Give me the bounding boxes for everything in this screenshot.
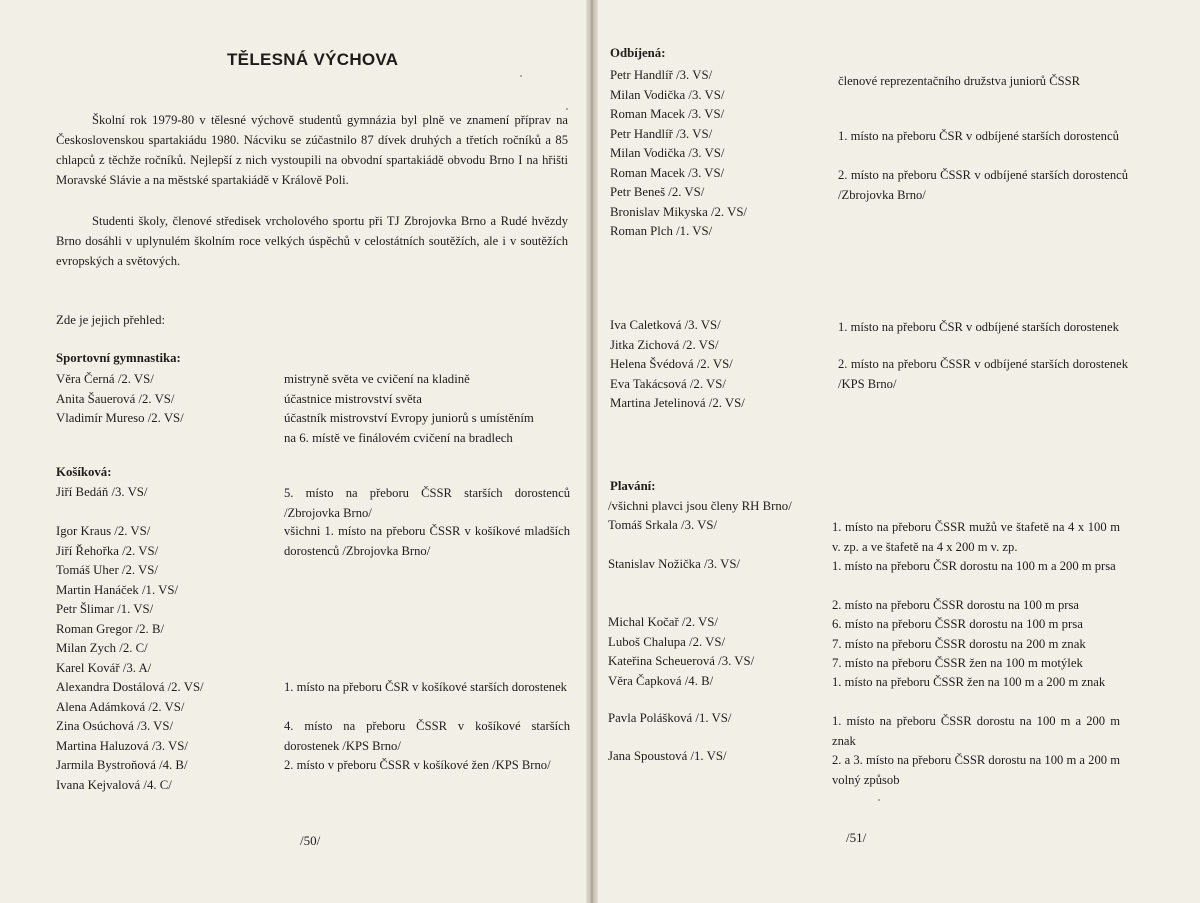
list-item: Milan Zych /2. C/ — [56, 641, 148, 655]
volleyball-boys-achievement-1 — [838, 72, 1128, 92]
book-gutter — [586, 0, 598, 903]
swimming-group-results — [832, 615, 1086, 674]
list-item: Bronislav Mikyska /2. VS/ — [610, 204, 747, 219]
list-item: Karel Kovář /3. A/ — [56, 660, 152, 675]
basketball-girls-achievement-2 — [284, 717, 570, 756]
gymnastics-heading: Sportovní gymnastika: — [56, 351, 181, 365]
volleyball-girls-achievement-1 — [838, 318, 1128, 338]
volleyball-boys — [610, 66, 747, 242]
list-item: Kateřina Scheuerová /3. VS/ — [608, 654, 755, 668]
page-number: /51/ — [846, 830, 867, 845]
achievement-text: 2. místo na přeboru ČSSR dorostu na 100 m prsa — [832, 598, 1079, 612]
list-item: Jiří Řehořka /2. VS/ — [56, 543, 159, 558]
list-item: Michal Kočař /2. VS/ — [608, 615, 718, 629]
list-item: Martina Jetelinová /2. VS/ — [610, 396, 745, 410]
list-item: Eva Takácsová /2. VS/ — [610, 376, 726, 391]
basketball-heading: Košíková: — [56, 465, 112, 479]
list-item: na 6. místě ve finálovém cvičení na bradlech — [284, 430, 513, 445]
page-number: /50/ — [300, 833, 321, 848]
achievement-text: 2. a 3. místo na přeboru ČSSR dorostu na 100 m a 200 m volný způsob — [832, 753, 1120, 787]
volleyball-girls — [610, 316, 745, 414]
basketball-boys-achievement — [284, 522, 570, 561]
swimmer-stanislav-achievement-2 — [832, 596, 1120, 616]
swimmer-tomas-achievement — [832, 518, 1120, 557]
swimmer-jana-achievement — [832, 751, 1120, 790]
basketball-first-achievement — [284, 484, 570, 523]
list-item: 7. místo na přeboru ČSSR žen na 100 m motýlek — [832, 656, 1083, 670]
achievement-text: 2. místo na přeboru ČSSR v odbíjené starších dorostenek /KPS Brno/ — [838, 357, 1128, 391]
list-item: Roman Plch /1. VS/ — [610, 224, 713, 238]
list-item: Zina Osúchová /3. VS/ — [56, 719, 174, 733]
basketball-girls-achievement-3 — [284, 756, 570, 776]
swimmer-pavla: Pavla Polášková /1. VS/ — [608, 711, 732, 725]
intro-text-1: Školní rok 1979-80 v tělesné výchově studentů gymnázia byl plně ve znamení příprav na Československou spartakiádu 1980. Nácviku se zúčastnilo 87 dívek druhých a třetích ročníků a 85 chlapců z těchže ročníků. Nejlepší z nich vystoupili na obvodní spartakiádě obvodu Brno I na hřišti Moravské Slávie a na městské spartakiádě v Králově Poli. — [56, 113, 568, 187]
list-item: Jitka Zichová /2. VS/ — [610, 337, 719, 352]
swimming-note: /všichni plavci jsou členy RH Brno/ — [608, 499, 792, 513]
list-item: Věra Čapková /4. B/ — [608, 673, 714, 688]
intro-paragraph-2 — [56, 211, 568, 271]
paper-speck — [566, 108, 568, 110]
achievement-text: 1. místo na přeboru ČSR v odbíjené starších dorostenců — [838, 129, 1119, 143]
list-item: Alexandra Dostálová /2. VS/ — [56, 680, 204, 694]
achievement-text: 1. místo na přeboru ČSSR mužů ve štafetě na 4 x 100 m v. zp. a ve štafetě na 4 x 200 m v. zp. — [832, 520, 1120, 554]
list-item: Roman Macek /3. VS/ — [610, 165, 725, 180]
list-item: Iva Caletková /3. VS/ — [610, 318, 721, 332]
swimmer-tomas: Tomáš Srkala /3. VS/ — [608, 518, 718, 532]
list-item: Luboš Chalupa /2. VS/ — [608, 634, 726, 649]
basketball-girls-achievement-1 — [284, 678, 570, 698]
list-item: Petr Handlíř /3. VS/ — [610, 126, 713, 141]
page-50 — [0, 0, 592, 903]
swimmer-jana: Jana Spoustová /1. VS/ — [608, 749, 727, 763]
swimmer-vera-achievement — [832, 673, 1120, 693]
achievement-text: členové reprezentačního družstva juniorů ČSSR — [838, 74, 1081, 88]
achievement-text: 1. místo na přeboru ČSSR dorostu na 100 m a 200 m znak — [832, 714, 1120, 748]
page-51 — [592, 0, 1200, 903]
list-item: Petr Handlíř /3. VS/ — [610, 68, 713, 82]
achievement-text: 5. místo na přeboru ČSSR starších dorostenců /Zbrojovka Brno/ — [284, 486, 570, 520]
list-item: Martina Haluzová /3. VS/ — [56, 738, 188, 753]
achievement-text: 2. místo v přeboru ČSSR v košíkové žen /KPS Brno/ — [284, 758, 551, 772]
list-item: účastnice mistrovství světa — [284, 391, 422, 406]
volleyball-girls-achievement-2 — [838, 355, 1128, 394]
paper-speck — [878, 799, 880, 801]
achievement-text: 2. místo na přeboru ČSSR v odbíjené starších dorostenců /Zbrojovka Brno/ — [838, 168, 1128, 202]
page-title: TĚLESNÁ VÝCHOVA — [227, 50, 399, 69]
swimmer-stanislav: Stanislav Nožička /3. VS/ — [608, 557, 740, 571]
gymnastics-names — [56, 370, 184, 429]
achievement-text: 1. místo na přeboru ČSR v odbíjené starších dorostenek — [838, 320, 1119, 334]
paper-speck — [520, 75, 522, 77]
achievement-text: všichni 1. místo na přeboru ČSSR v košíkové mladších dorostenců /Zbrojovka Brno/ — [284, 524, 570, 558]
list-item: Petr Beneš /2. VS/ — [610, 185, 705, 199]
list-item: Vladimír Mureso /2. VS/ — [56, 411, 184, 425]
volleyball-boys-achievement-3 — [838, 166, 1128, 205]
list-item: Helena Švédová /2. VS/ — [610, 357, 733, 371]
basketball-boys — [56, 522, 178, 678]
list-item: 7. místo na přeboru ČSSR dorostu na 200 m znak — [832, 636, 1086, 651]
basketball-girls — [56, 678, 204, 795]
swimming-heading: Plavání: — [610, 479, 656, 493]
list-item: účastník mistrovství Evropy juniorů s umístěním — [284, 411, 534, 425]
list-item: Roman Macek /3. VS/ — [610, 107, 725, 121]
intro-text-2: Studenti školy, členové středisek vrcholového sportu při TJ Zbrojovka Brno a Rudé hvězdy Brno dosáhli v uplynulém školním roce velkých úspěchů v celostátních soutěžích, ale i v soutěžích evropských a světových. — [56, 214, 568, 268]
list-item: Alena Adámková /2. VS/ — [56, 699, 185, 714]
list-item: mistryně světa ve cvičení na kladině — [284, 372, 470, 386]
list-item: Anita Šauerová /2. VS/ — [56, 391, 175, 406]
list-item: Tomáš Uher /2. VS/ — [56, 563, 158, 577]
list-item: Martin Hanáček /1. VS/ — [56, 582, 179, 597]
achievement-text: 1. místo na přeboru ČSR dorostu na 100 m a 200 m prsa — [832, 559, 1116, 573]
achievement-text: 1. místo na přeboru ČSR v košíkové starších dorostenek — [284, 680, 567, 694]
list-item: Ivana Kejvalová /4. C/ — [56, 777, 172, 792]
volleyball-heading: Odbíjená: — [610, 46, 666, 60]
list-item: Petr Šlimar /1. VS/ — [56, 602, 154, 616]
gymnastics-achievements — [284, 370, 534, 448]
list-item: Milan Vodička /3. VS/ — [610, 87, 725, 102]
achievement-text: 1. místo na přeboru ČSSR žen na 100 m a 200 m znak — [832, 675, 1106, 689]
swimming-group — [608, 613, 754, 691]
list-item: Milan Vodička /3. VS/ — [610, 146, 725, 160]
basketball-first-name: Jiří Bedáň /3. VS/ — [56, 485, 148, 499]
swimmer-pavla-achievement — [832, 712, 1120, 751]
list-item: 6. místo na přeboru ČSSR dorostu na 100 m prsa — [832, 617, 1083, 631]
list-item: Jarmila Bystroňová /4. B/ — [56, 758, 188, 772]
overview-label: Zde je jejich přehled: — [56, 313, 166, 327]
intro-paragraph-1 — [56, 110, 568, 190]
achievement-text: 4. místo na přeboru ČSSR v košíkové starších dorostenek /KPS Brno/ — [284, 719, 570, 753]
swimmer-stanislav-achievement-1 — [832, 557, 1120, 577]
list-item: Igor Kraus /2. VS/ — [56, 524, 151, 538]
list-item: Věra Černá /2. VS/ — [56, 372, 154, 386]
volleyball-boys-achievement-2 — [838, 127, 1128, 147]
list-item: Roman Gregor /2. B/ — [56, 621, 165, 636]
